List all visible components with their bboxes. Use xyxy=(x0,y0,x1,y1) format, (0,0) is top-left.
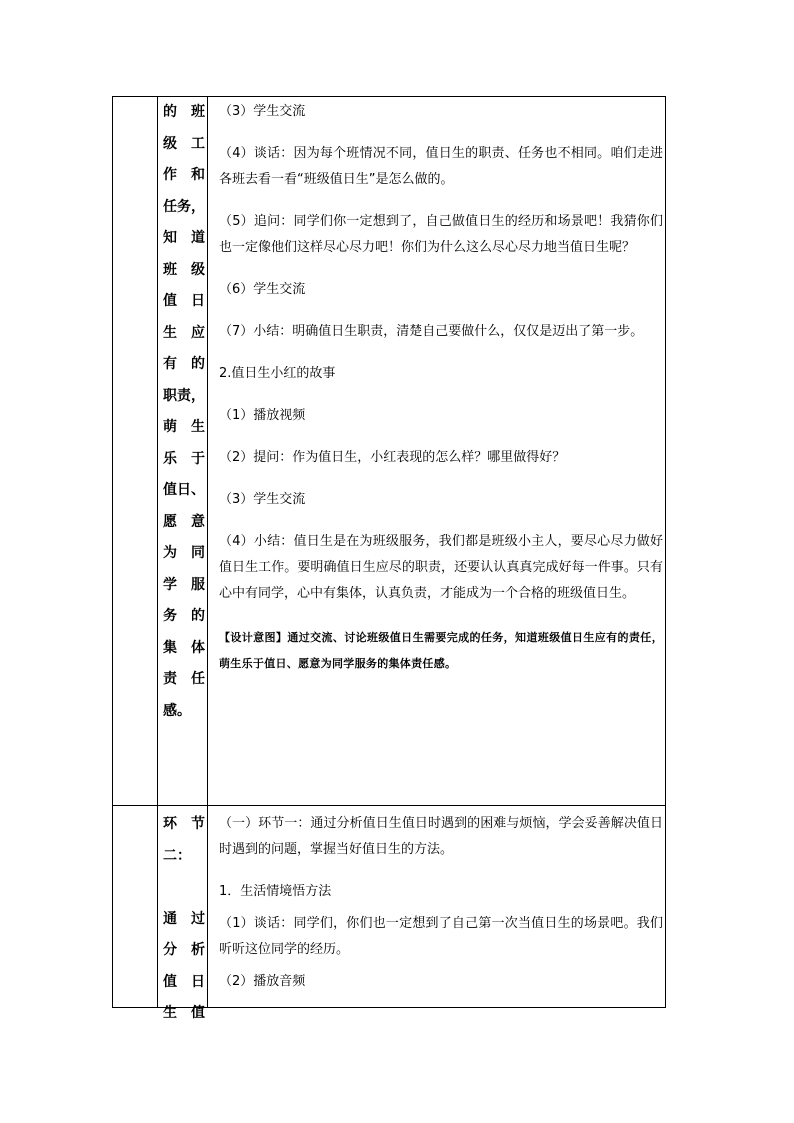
goal-line xyxy=(163,935,205,967)
paragraph: （2）提问：作为值日生，小红表现的怎么样？哪里做得好？ xyxy=(219,450,566,465)
goal-line xyxy=(163,904,205,936)
goal-char: 生 xyxy=(191,419,205,435)
goal-line xyxy=(163,538,205,570)
goal-char: 有 xyxy=(163,356,177,372)
goal-char: 工 xyxy=(191,135,205,152)
paragraph: （5）追问：同学们你一定想到了，自己做值日生的经历和场景吧！我猜你们也一定像他们这样尽心尽力吧！你们为什么这么尽心尽力地当值日生呢？ xyxy=(219,214,663,255)
paragraph: （一）环节一：通过分析值日生值日时遇到的困难与烦恼，学会妥善解决值日时遇到的问题，掌握当好值日生的方法。 xyxy=(219,816,663,857)
goal-char: 知 xyxy=(163,230,177,246)
goal-char: 和 xyxy=(191,167,205,183)
goal-char: 集 xyxy=(163,639,177,656)
goal-char: 过 xyxy=(191,910,205,927)
row1-goal-cell xyxy=(163,97,205,727)
paragraph: （1）播放视频 xyxy=(219,408,306,423)
goal-line xyxy=(163,872,205,904)
goal-char: 班 xyxy=(163,261,177,278)
paragraph: （3）学生交流 xyxy=(219,104,306,119)
row2-content-cell xyxy=(219,811,663,995)
paragraph: （6）学生交流 xyxy=(219,282,306,297)
goal-char: 分 xyxy=(163,942,177,958)
goal-char: 值 xyxy=(163,973,177,990)
goal-line: 任务， xyxy=(163,198,205,215)
goal-char: 愿 xyxy=(163,513,177,530)
goal-char: 值 xyxy=(191,1005,205,1021)
goal-line: 值日、 xyxy=(163,482,205,498)
goal-char: 级 xyxy=(163,135,177,152)
goal-line xyxy=(163,412,205,444)
paragraph: 2.值日生小红的故事 xyxy=(219,366,336,381)
goal-char: 萌 xyxy=(163,419,177,435)
goal-char: 作 xyxy=(163,167,177,183)
goal-char: 道 xyxy=(191,230,205,246)
column-divider-1 xyxy=(157,97,158,1007)
goal-char: 于 xyxy=(191,450,205,467)
goal-char: 析 xyxy=(191,942,205,958)
goal-line: 二： xyxy=(163,847,191,864)
goal-char: 学 xyxy=(163,576,177,593)
goal-line: 感。 xyxy=(163,702,191,719)
paragraph: （1）谈话：同学们，你们也一定想到了自己第一次当值日生的场景吧。我们听听这位同学的经历。 xyxy=(219,916,663,957)
paragraph: （4）小结：值日生是在为班级服务，我们都是班级小主人，要尽心尽力做好值日生工作。要明确值日生应尽的职责，还要认认真真完成好每一件事。只有心中有同学，心中有集体，认真负责，才能成为一个合格的班级值日生。 xyxy=(219,534,663,601)
goal-char: 的 xyxy=(191,356,205,372)
goal-line xyxy=(163,998,205,1030)
goal-line xyxy=(163,255,205,287)
goal-char: 值 xyxy=(163,293,177,309)
goal-line xyxy=(163,809,205,841)
goal-char: 为 xyxy=(163,545,177,561)
goal-line xyxy=(163,286,205,318)
goal-line xyxy=(163,444,205,476)
goal-char: 责 xyxy=(163,671,177,687)
paragraph: （4）谈话：因为每个班情况不同，值日生的职责、任务也不相同。咱们走进各班去看一看“班级值日生”是怎么做的。 xyxy=(219,146,663,187)
goal-char: 任 xyxy=(191,671,205,687)
goal-char: 日 xyxy=(191,293,205,309)
goal-char: 的 xyxy=(191,608,205,624)
column-divider-2 xyxy=(207,97,208,1007)
goal-line: 职责， xyxy=(163,387,205,404)
goal-line xyxy=(163,633,205,665)
row1-content-cell xyxy=(219,99,663,677)
goal-line xyxy=(163,349,205,381)
paragraph: 1．生活情境悟方法 xyxy=(219,884,332,899)
goal-char: 服 xyxy=(191,576,205,593)
goal-char: 应 xyxy=(191,324,205,341)
goal-char: 同 xyxy=(191,545,205,561)
goal-line xyxy=(163,318,205,350)
goal-char: 体 xyxy=(191,639,205,656)
goal-line xyxy=(163,97,205,129)
lesson-table xyxy=(112,96,666,1021)
paragraph: （7）小结：明确值日生职责，清楚自己要做什么，仅仅是迈出了第一步。 xyxy=(219,324,644,339)
goal-char: 班 xyxy=(191,104,205,120)
paragraph: （2）播放音频 xyxy=(219,974,306,989)
goal-line xyxy=(163,967,205,999)
goal-char: 通 xyxy=(163,910,177,927)
paragraph: （3）学生交流 xyxy=(219,492,306,507)
goal-char: 务 xyxy=(163,608,177,624)
goal-line xyxy=(163,223,205,255)
goal-line xyxy=(163,507,205,539)
goal-char: 的 xyxy=(163,104,177,120)
goal-line xyxy=(163,160,205,192)
row-divider xyxy=(113,805,665,806)
goal-line xyxy=(163,601,205,633)
design-intent: 【设计意图】通过交流、讨论班级值日生需要完成的任务，知道班级值日生应有的责任，萌生乐于值日、愿意为同学服务的集体责任感。 xyxy=(219,631,663,670)
row2-goal-cell xyxy=(163,809,205,1030)
goal-char: 日 xyxy=(191,973,205,990)
goal-char: 节 xyxy=(191,816,205,832)
goal-line xyxy=(163,664,205,696)
goal-line xyxy=(163,570,205,602)
goal-char: 生 xyxy=(163,324,177,341)
goal-char: 环 xyxy=(163,816,177,832)
goal-char: 乐 xyxy=(163,450,177,467)
goal-char: 意 xyxy=(191,513,205,530)
goal-line xyxy=(163,129,205,161)
goal-char: 级 xyxy=(191,261,205,278)
goal-char: 生 xyxy=(163,1005,177,1021)
